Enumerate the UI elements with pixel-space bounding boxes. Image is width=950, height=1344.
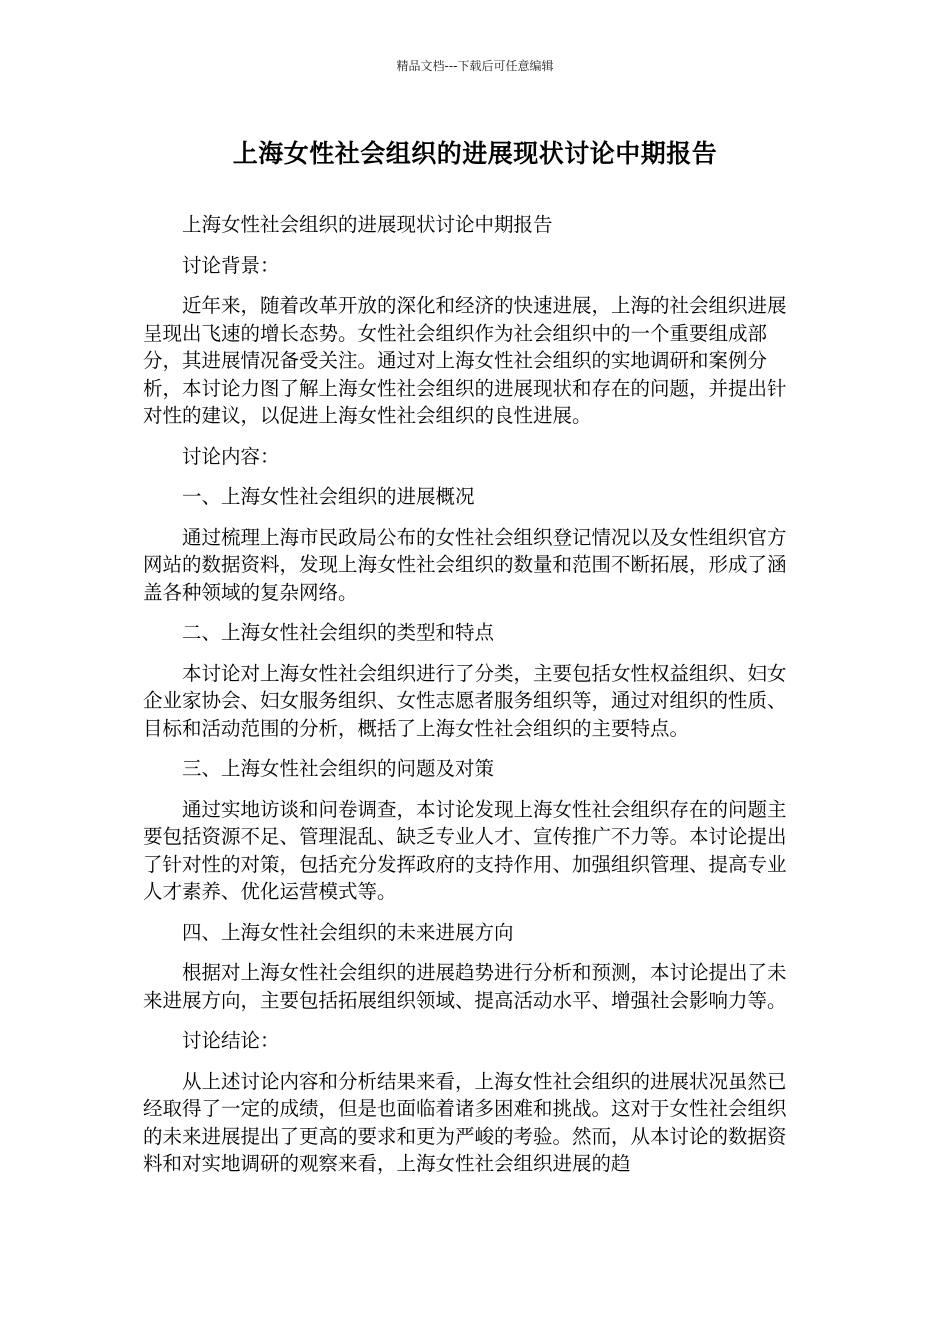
paragraph-section-4: 根据对上海女性社会组织的进展趋势进行分析和预测，本讨论提出了未来进展方向，主要包括拓展组织领域、提高活动水平、增强社会影响力等。 (143, 961, 787, 1012)
header-note: 精品文档---下载后可任意编辑 (396, 59, 554, 73)
paragraph-heading-conclusion: 讨论结论： (182, 1029, 280, 1052)
paragraph-subtitle: 上海女性社会组织的进展现状讨论中期报告 (182, 213, 553, 236)
paragraph-heading-background: 讨论背景： (182, 253, 280, 277)
paragraph-heading-content: 讨论内容： (182, 444, 280, 468)
paragraph-section-2: 本讨论对上海女性社会组织进行了分类，主要包括女性权益组织、妇女企业家协会、妇女服务组织、女性志愿者服务组织等，通过对组织的性质、目标和活动范围的分析，概括了上海女性社会组织的主要特点。 (143, 661, 787, 740)
document-title: 上海女性社会组织的进展现状讨论中期报告 (232, 139, 718, 168)
paragraph-section-3: 通过实地访谈和问卷调查，本讨论发现上海女性社会组织存在的问题主要包括资源不足、管理混乱、缺乏专业人才、宣传推广不力等。本讨论提出了针对性的对策，包括充分发挥政府的支持作用、加强组织管理、提高专业人才素养、优化运营模式等。 (143, 797, 787, 903)
paragraph-section-1-heading: 一、上海女性社会组织的进展概况 (182, 485, 475, 508)
paragraph-section-2-heading: 二、上海女性社会组织的类型和特点 (182, 621, 495, 644)
paragraph-background: 近年来，随着改革开放的深化和经济的快速进展，上海的社会组织进展呈现出飞速的增长态势。女性社会组织作为社会组织中的一个重要组成部分，其进展情况备受关注。通过对上海女性社会组织的实地调研和案例分析，本讨论力图了解上海女性社会组织的进展现状和存在的问题，并提出针对性的建议，以促进上海女性社会组织的良性进展。 (143, 294, 787, 427)
paragraph-section-1: 通过梳理上海市民政局公布的女性社会组织登记情况以及女性组织官方网站的数据资料，发现上海女性社会组织的数量和范围不断拓展，形成了涵盖各种领域的复杂网络。 (143, 525, 787, 604)
paragraph-conclusion: 从上述讨论内容和分析结果来看，上海女性社会组织的进展状况虽然已经取得了一定的成绩，但是也面临着诸多困难和挑战。这对于女性社会组织的未来进展提出了更高的要求和更为严峻的考验。然而，从本讨论的数据资料和对实地调研的观察来看，上海女性社会组织进展的趋 (143, 1069, 787, 1175)
document-body (143, 211, 803, 1191)
paragraph-section-3-heading: 三、上海女性社会组织的问题及对策 (182, 757, 495, 780)
paragraph-section-4-heading: 四、上海女性社会组织的未来进展方向 (182, 920, 514, 944)
